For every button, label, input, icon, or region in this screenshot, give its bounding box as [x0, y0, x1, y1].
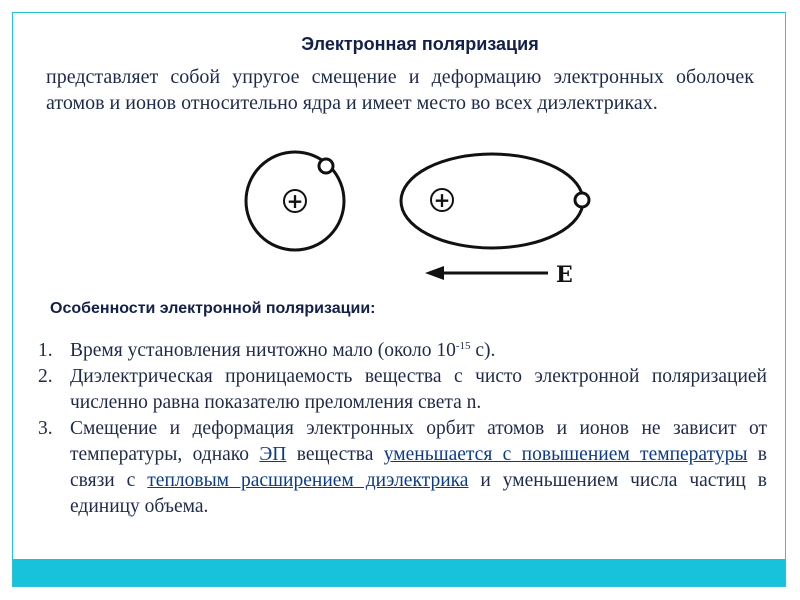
list-item	[38, 416, 767, 520]
electron	[319, 159, 333, 173]
orbit-ellipse	[401, 154, 583, 248]
item-text: в связи с	[70, 444, 768, 491]
atom-deformed	[401, 154, 589, 248]
exponent: -15	[455, 340, 471, 352]
features-heading: Особенности электронной поляризации:	[50, 300, 376, 317]
electron-deformed	[575, 193, 589, 207]
item-text-end: с).	[470, 340, 496, 361]
arrow-head	[425, 266, 444, 280]
item-text: вещества	[286, 444, 384, 465]
hyperlink-ep[interactable]: ЭП	[259, 444, 287, 465]
item-text: Смещение и деформация электронных орбит атомов и ионов не зависит от температуры, однако	[70, 418, 767, 465]
item-text: Диэлектрическая проницаемость вещества с чисто электронной поляризацией численно равна показателю преломления света n.	[70, 366, 767, 413]
item-number: 1.	[38, 340, 53, 361]
atom-undeformed	[246, 152, 344, 250]
slide-title: Электронная поляризация	[301, 34, 539, 54]
item-text: Время установления ничтожно мало (около 10	[70, 340, 456, 361]
intro-paragraph: представляет собой упругое смещение и деформацию электронных оболочек атомов и ионов относительно ядра и имеет место во всех диэлектриках.	[46, 66, 754, 114]
features-list	[38, 338, 767, 520]
field-arrow	[425, 262, 573, 288]
hyperlink-decreases[interactable]: уменьшается с повышением температуры	[383, 444, 748, 465]
item-number: 2.	[38, 366, 53, 387]
item-number: 3.	[38, 418, 53, 439]
nucleus-sign: +	[286, 189, 304, 213]
footer-bar	[13, 559, 785, 586]
field-label: E	[556, 262, 573, 288]
list-item	[38, 364, 767, 416]
list-item	[38, 338, 767, 364]
item-text: и уменьшением числа частиц в единицу объема.	[70, 470, 768, 517]
nucleus-sign-deformed: +	[433, 188, 451, 212]
hyperlink-thermal-expansion[interactable]: тепловым расширением диэлектрика	[147, 470, 469, 491]
